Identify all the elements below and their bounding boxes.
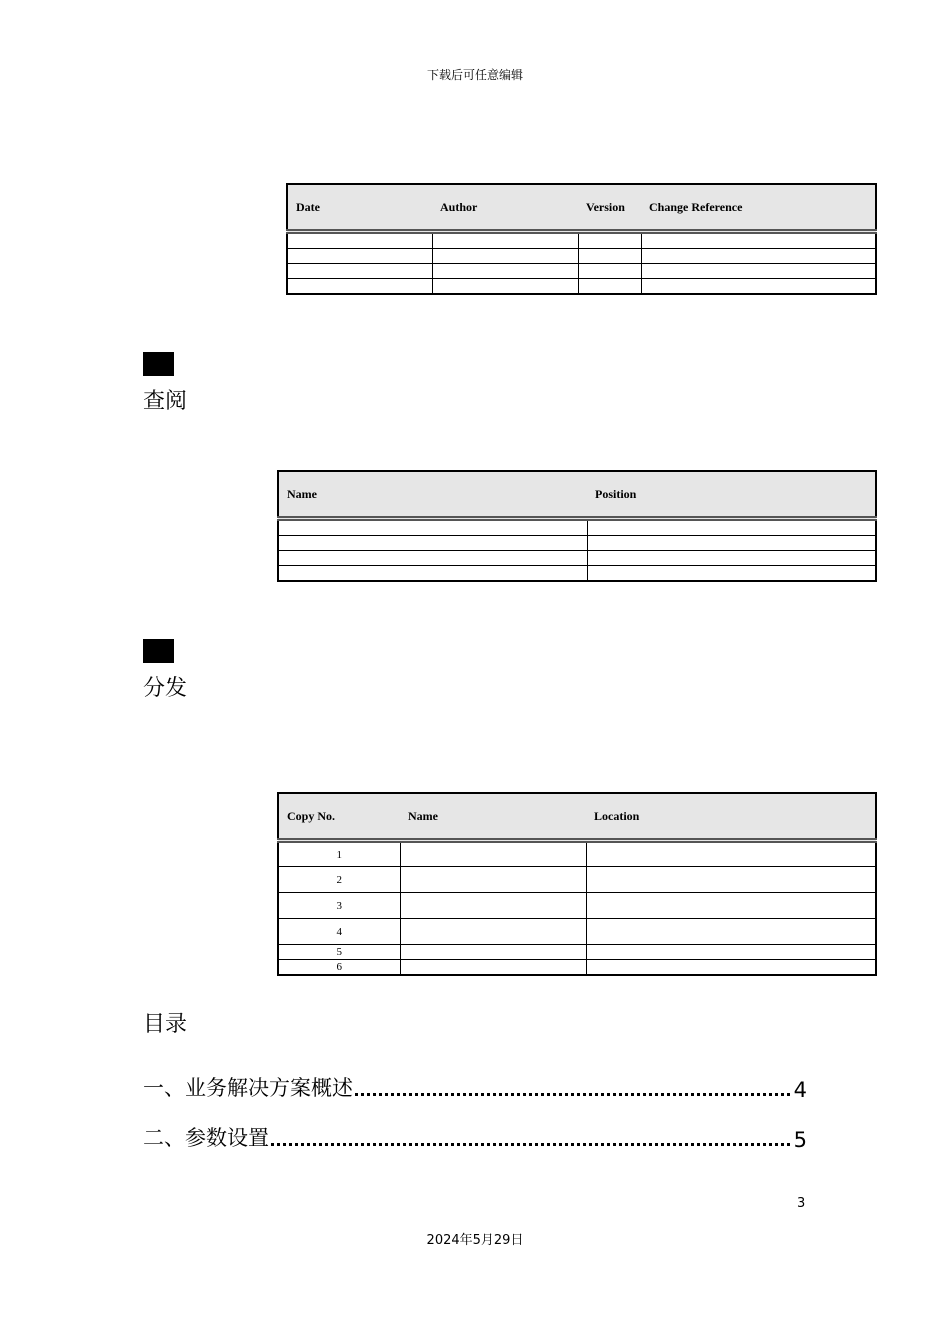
table-row bbox=[278, 893, 876, 919]
table-row bbox=[278, 551, 876, 566]
table-cell[interactable] bbox=[587, 536, 876, 551]
copy-number: 3 bbox=[278, 893, 400, 919]
toc-dot-leader bbox=[355, 1093, 790, 1096]
table-cell[interactable] bbox=[278, 536, 587, 551]
table-cell[interactable] bbox=[400, 945, 586, 960]
table-row bbox=[278, 945, 876, 960]
table-row bbox=[278, 867, 876, 893]
table-cell[interactable] bbox=[400, 867, 586, 893]
copy-number: 4 bbox=[278, 919, 400, 945]
table-cell[interactable] bbox=[641, 279, 876, 295]
table-cell[interactable] bbox=[578, 249, 641, 264]
review-table bbox=[277, 470, 877, 582]
table-cell[interactable] bbox=[586, 867, 876, 893]
page-number: 3 bbox=[797, 1196, 806, 1211]
table-row bbox=[287, 249, 876, 264]
section-title-review: 查阅 bbox=[143, 389, 188, 414]
table-cell[interactable] bbox=[278, 566, 587, 582]
table-cell[interactable] bbox=[287, 232, 432, 249]
table-cell[interactable] bbox=[400, 960, 586, 976]
table-cell[interactable] bbox=[400, 841, 586, 867]
distribution-table bbox=[277, 792, 877, 976]
toc-entry[interactable] bbox=[143, 1072, 807, 1102]
column-header-change-reference: Change Reference bbox=[641, 184, 876, 232]
table-row bbox=[278, 841, 876, 867]
column-header-location: Location bbox=[586, 793, 876, 841]
column-header-copy-no: Copy No. bbox=[278, 793, 400, 841]
copy-number: 6 bbox=[278, 960, 400, 976]
toc-dot-leader bbox=[271, 1143, 790, 1146]
table-row bbox=[278, 566, 876, 582]
table-cell[interactable] bbox=[432, 279, 578, 295]
table-cell[interactable] bbox=[641, 232, 876, 249]
table-cell[interactable] bbox=[586, 893, 876, 919]
footer-date: 2024年5月29日 bbox=[426, 1233, 524, 1248]
table-row bbox=[278, 536, 876, 551]
toc-entry-label: 二、参数设置 bbox=[143, 1126, 269, 1150]
table-row bbox=[278, 960, 876, 976]
table-row bbox=[278, 519, 876, 536]
table-cell[interactable] bbox=[586, 960, 876, 976]
column-header-name: Name bbox=[278, 471, 587, 519]
column-header-author: Author bbox=[432, 184, 578, 232]
change-history-table bbox=[286, 183, 877, 295]
table-cell[interactable] bbox=[586, 919, 876, 945]
table-cell[interactable] bbox=[400, 919, 586, 945]
table-cell[interactable] bbox=[587, 551, 876, 566]
table-cell[interactable] bbox=[578, 232, 641, 249]
table-cell[interactable] bbox=[641, 264, 876, 279]
section-marker-block bbox=[143, 639, 174, 663]
table-cell[interactable] bbox=[278, 551, 587, 566]
table-cell[interactable] bbox=[432, 249, 578, 264]
column-header-name: Name bbox=[400, 793, 586, 841]
toc-title: 目录 bbox=[143, 1012, 188, 1037]
copy-number: 1 bbox=[278, 841, 400, 867]
table-cell[interactable] bbox=[586, 841, 876, 867]
table-cell[interactable] bbox=[432, 232, 578, 249]
table-row bbox=[278, 919, 876, 945]
copy-number: 2 bbox=[278, 867, 400, 893]
table-cell[interactable] bbox=[400, 893, 586, 919]
table-cell[interactable] bbox=[287, 264, 432, 279]
table-cell[interactable] bbox=[432, 264, 578, 279]
table-cell[interactable] bbox=[578, 279, 641, 295]
table-cell[interactable] bbox=[287, 279, 432, 295]
toc-entry-label: 一、业务解决方案概述 bbox=[143, 1076, 353, 1100]
table-row bbox=[287, 232, 876, 249]
copy-number: 5 bbox=[278, 945, 400, 960]
column-header-version: Version bbox=[578, 184, 641, 232]
table-cell[interactable] bbox=[587, 519, 876, 536]
section-title-distribution: 分发 bbox=[143, 676, 188, 701]
header-note: 下载后可任意编辑 bbox=[426, 68, 523, 82]
toc-entry-page: 4 bbox=[793, 1078, 807, 1102]
table-cell[interactable] bbox=[641, 249, 876, 264]
toc-entry[interactable] bbox=[143, 1122, 807, 1152]
table-cell[interactable] bbox=[578, 264, 641, 279]
table-cell[interactable] bbox=[278, 519, 587, 536]
column-header-date: Date bbox=[287, 184, 432, 232]
table-row bbox=[287, 264, 876, 279]
table-cell[interactable] bbox=[287, 249, 432, 264]
table-row bbox=[287, 279, 876, 295]
table-cell[interactable] bbox=[587, 566, 876, 582]
toc-entry-page: 5 bbox=[793, 1128, 807, 1152]
section-marker-block bbox=[143, 352, 174, 376]
column-header-position: Position bbox=[587, 471, 876, 519]
table-cell[interactable] bbox=[586, 945, 876, 960]
